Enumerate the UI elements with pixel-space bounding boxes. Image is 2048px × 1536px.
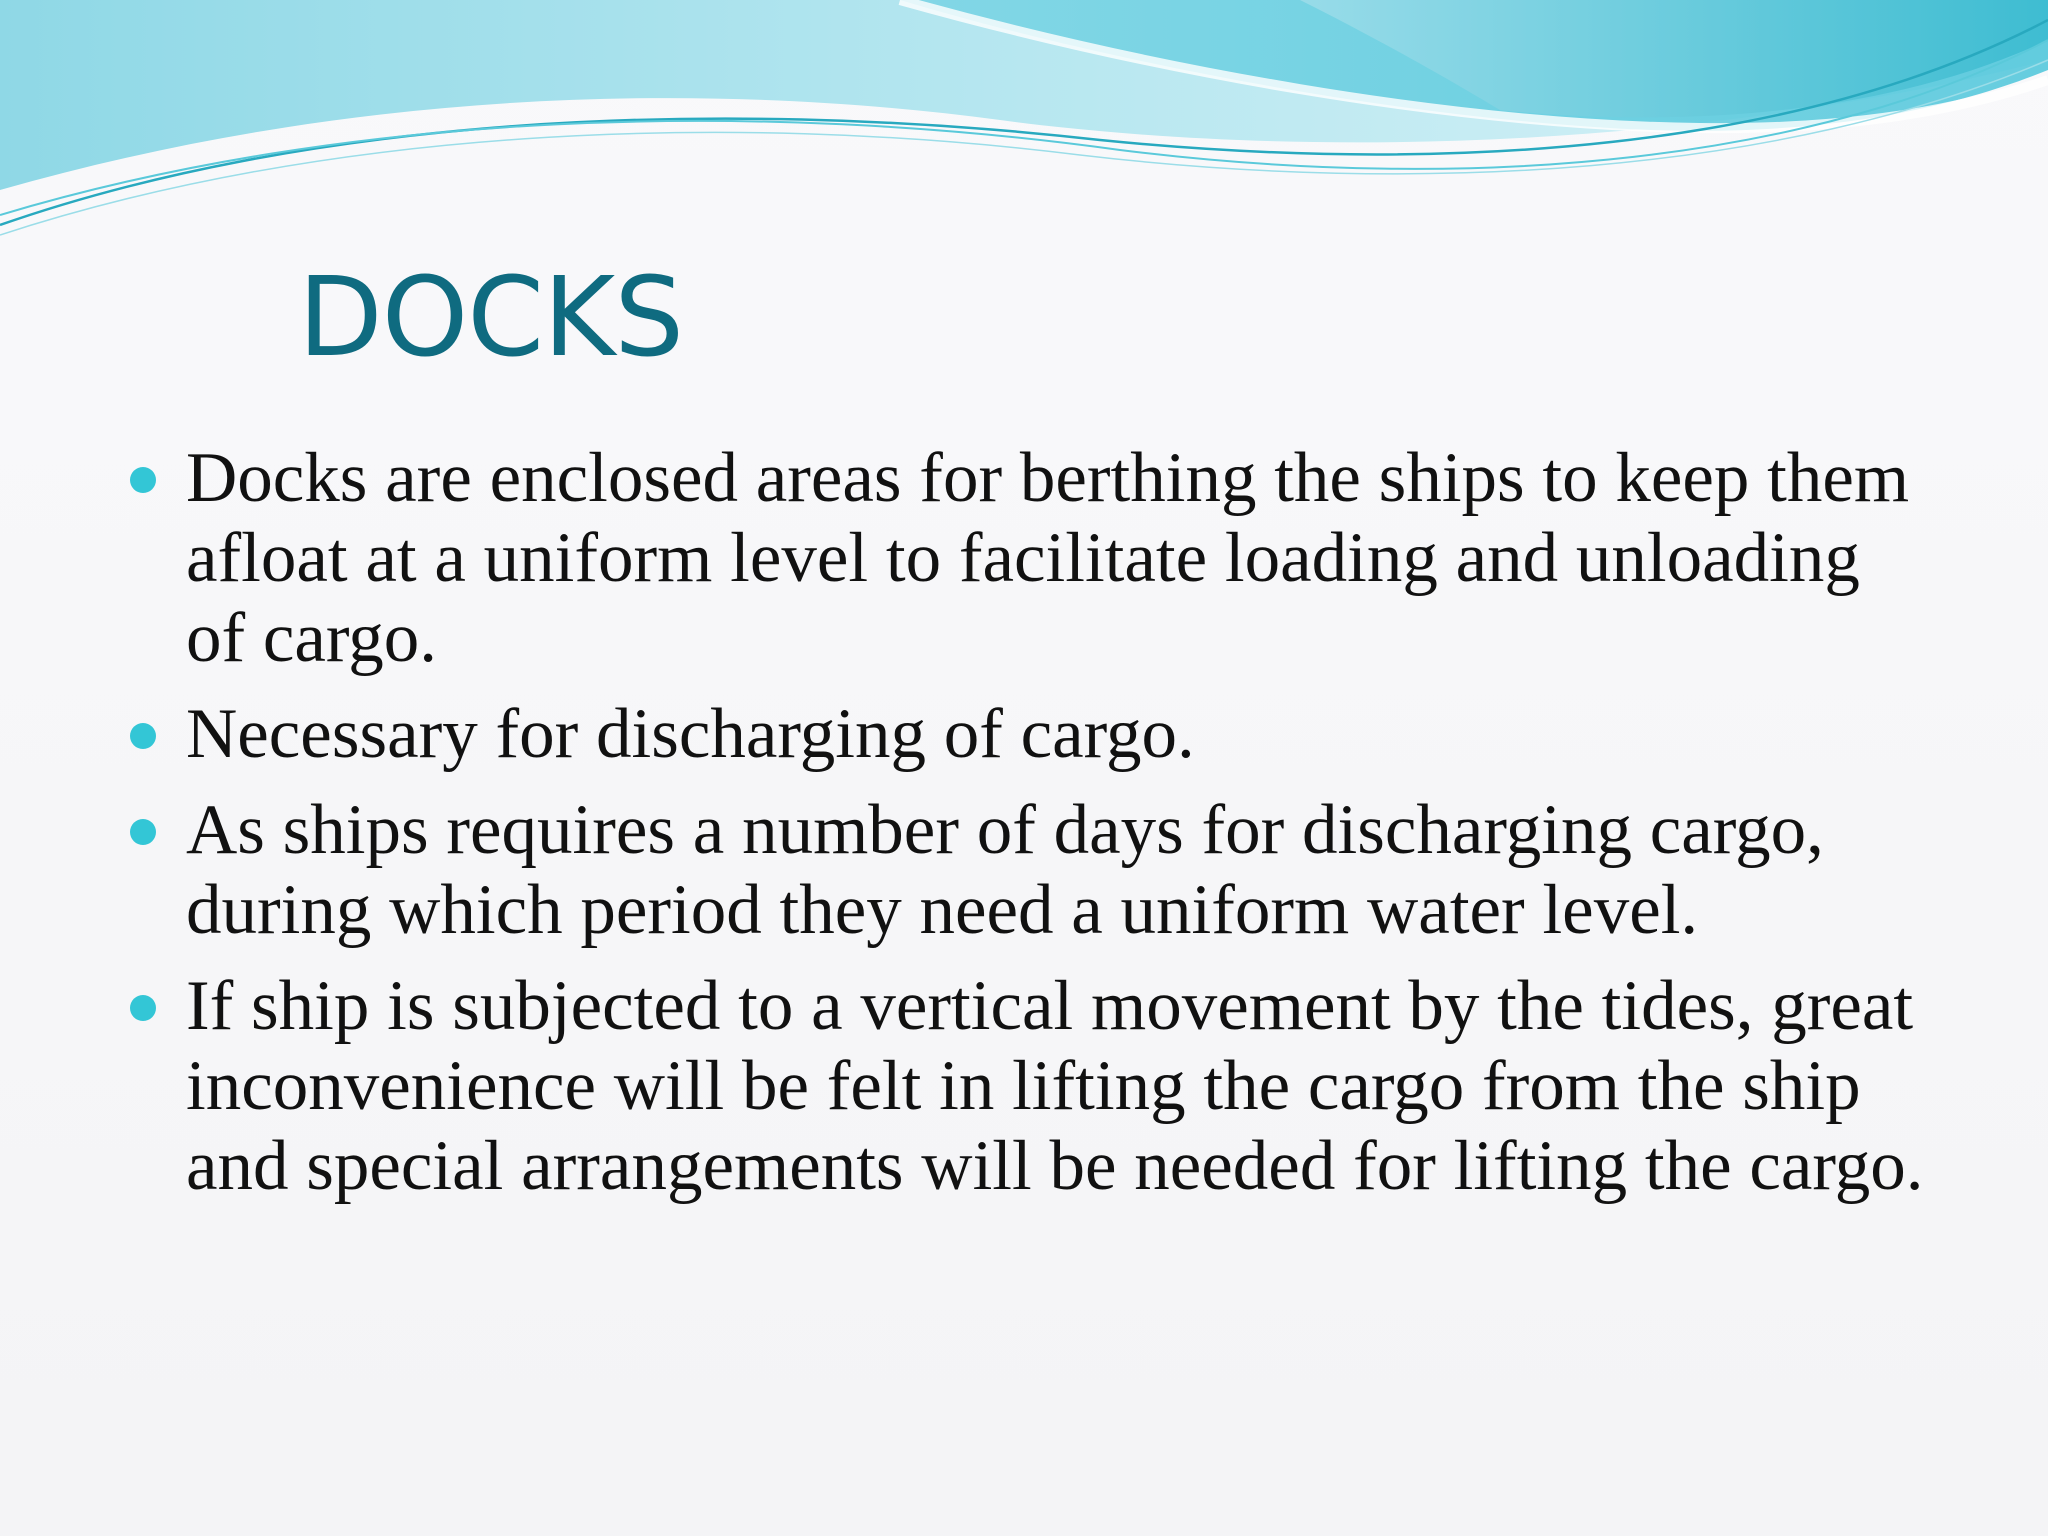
bullet-text: Necessary for discharging of cargo.	[186, 695, 1195, 773]
bullet-item	[126, 694, 1926, 774]
bullet-dot-icon	[130, 723, 156, 749]
bullet-dot-icon	[130, 819, 156, 845]
bullet-text: If ship is subjected to a vertical movement by the tides, great inconvenience will be felt in lifting the cargo from the ship and special arrangements will be needed for lifting the cargo.	[186, 967, 1924, 1205]
bullet-dot-icon	[130, 467, 156, 493]
slide-title: DOCKS	[298, 253, 684, 381]
bullet-text: As ships requires a number of days for discharging cargo, during which period they need a uniform water level.	[186, 791, 1824, 949]
bullet-dot-icon	[130, 995, 156, 1021]
bullet-text: Docks are enclosed areas for berthing the ships to keep them afloat at a uniform level to facilitate loading and unloading of cargo.	[186, 439, 1910, 677]
bullet-item	[126, 790, 1926, 950]
bullet-list	[126, 438, 1926, 1222]
bullet-item	[126, 438, 1926, 678]
wave-header-decoration	[0, 0, 2048, 260]
bullet-item	[126, 966, 1926, 1206]
